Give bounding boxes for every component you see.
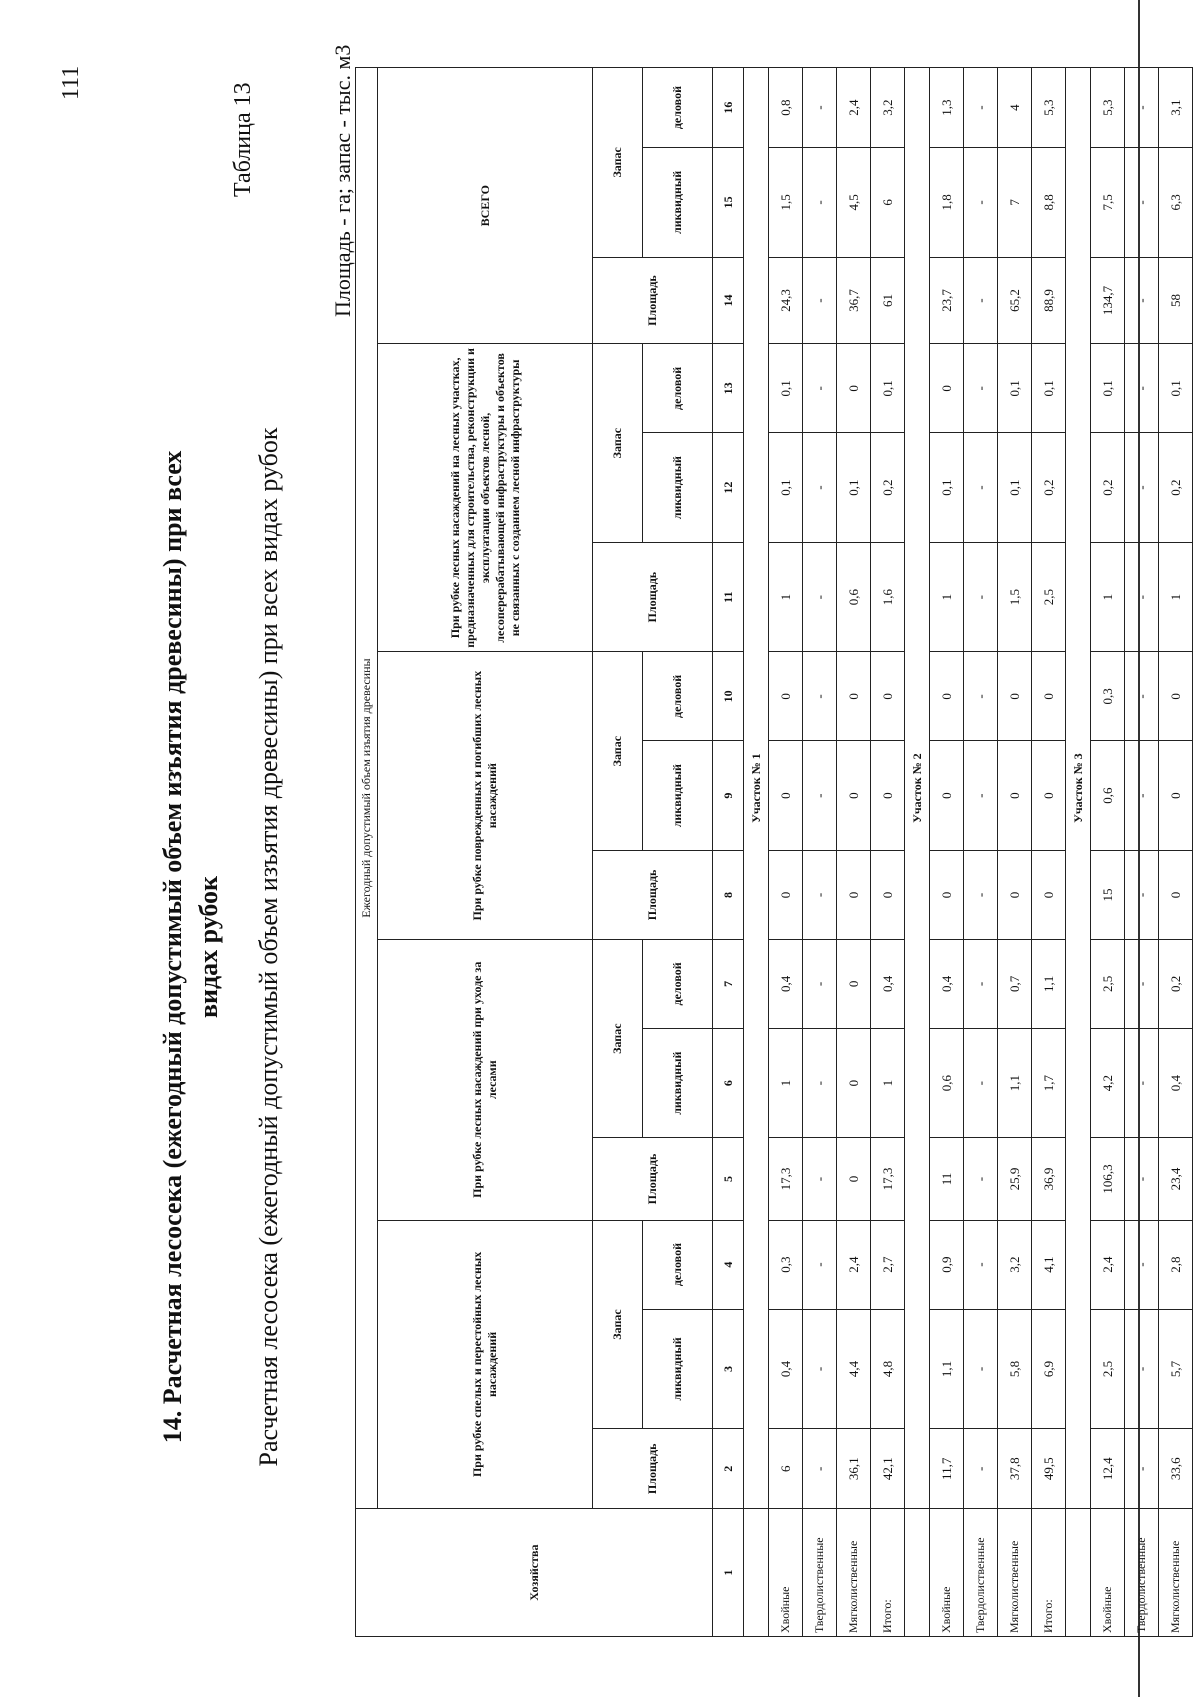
table-cell: 0 [837,1138,871,1220]
section-row [744,68,769,1637]
table-row [1091,68,1125,1637]
table-cell: - [964,148,998,258]
table-cell: 1 [769,542,803,652]
table-cell: 36,7 [837,257,871,344]
header-stock: Запас [593,939,643,1138]
table-cell: 0,3 [769,1220,803,1309]
spacer-cell [744,1509,769,1637]
table-cell: 106,3 [1091,1138,1125,1220]
table-cell: 4,2 [1091,1028,1125,1138]
table-cell: - [964,1028,998,1138]
table-cell: 0,6 [837,542,871,652]
table-cell: 1 [769,1028,803,1138]
table-cell: 0,1 [769,433,803,543]
table-cell: 1,1 [930,1309,964,1429]
table-cell: 4,5 [837,148,871,258]
table-cell: - [803,652,837,741]
table-cell: 1,1 [998,1028,1032,1138]
logging-table [355,67,1193,1637]
row-label: Твердолиственные [803,1509,837,1637]
table-cell: 1,6 [871,542,905,652]
table-cell: 3,1 [1159,68,1193,148]
table-cell: 0,1 [998,433,1032,543]
table-cell: 1,3 [930,68,964,148]
section-title: Участок № 3 [1066,68,1091,1509]
row-label: Итого: [871,1509,905,1637]
table-cell: 1 [871,1028,905,1138]
table-cell: 33,6 [1159,1429,1193,1509]
table-row [998,68,1032,1637]
table-cell: 0 [871,850,905,939]
column-number: 10 [713,652,744,741]
table-cell: 6 [769,1429,803,1509]
column-number: 4 [713,1220,744,1309]
column-number: 15 [713,148,744,258]
table-cell: 0,2 [1159,939,1193,1028]
table-cell: - [803,850,837,939]
table-cell: - [1125,1309,1159,1429]
header-group-3: При рубке поврежденных и погибших лесных насаждений [378,652,593,940]
table-cell: 0,1 [1159,344,1193,433]
table-cell: 0 [837,1028,871,1138]
table-cell: 0,1 [871,344,905,433]
table-cell: 4,8 [871,1309,905,1429]
table-cell: 0 [930,850,964,939]
table-cell: - [1125,344,1159,433]
table-cell: 0 [871,652,905,741]
table-cell: 2,8 [1159,1220,1193,1309]
table-cell: 23,4 [1159,1138,1193,1220]
table-row [1125,68,1159,1637]
column-number: 12 [713,433,744,543]
header-area: Площадь [593,542,713,652]
header-farm: Хозяйства [356,1509,713,1637]
header-area: Площадь [593,1429,713,1509]
table-cell: - [803,148,837,258]
table-cell: 1,5 [769,148,803,258]
column-number: 5 [713,1138,744,1220]
table-cell: 1,1 [1032,939,1066,1028]
table-cell: - [803,1429,837,1509]
table-row [871,68,905,1637]
table-row [837,68,871,1637]
table-cell: 1,7 [1032,1028,1066,1138]
table-cell: 0,3 [1091,652,1125,741]
table-cell: 0,4 [930,939,964,1028]
table-cell: - [964,850,998,939]
table-cell: - [1125,652,1159,741]
table-cell: 0 [1159,741,1193,851]
column-number: 7 [713,939,744,1028]
table-row [769,68,803,1637]
table-cell: 0,2 [1159,433,1193,543]
column-number: 9 [713,741,744,851]
header-stock: Запас [593,344,643,543]
row-label: Хвойные [769,1509,803,1637]
section-title: Участок № 2 [905,68,930,1509]
table-cell: 0,4 [871,939,905,1028]
table-cell: 6 [871,148,905,258]
table-cell: 0 [837,939,871,1028]
table-cell: - [803,741,837,851]
table-label: Таблица 13 [230,82,256,197]
table-cell: - [803,542,837,652]
table-cell: 25,9 [998,1138,1032,1220]
table-cell: - [803,1028,837,1138]
table-cell: 0,9 [930,1220,964,1309]
table-cell: - [964,1138,998,1220]
table-cell: 1,5 [998,542,1032,652]
table-cell: 0 [930,652,964,741]
table-cell: 0 [769,652,803,741]
spacer-cell [1066,1509,1091,1637]
table-cell: 0 [837,344,871,433]
table-cell: 24,3 [769,257,803,344]
header-group-4: При рубке лесных насаждений на лесных участках, предназначенных для строительства, реконструкции и эксплуатации объектов лесной, лесоперерабатывающей инфраструктуры и объектов не связанных с созданием лесной инфраструктуры [378,344,593,652]
table-row [964,68,998,1637]
table-cell: - [803,939,837,1028]
table-cell: 2,7 [871,1220,905,1309]
table-cell: 36,1 [837,1429,871,1509]
header-liquid: ликвидный [643,148,713,258]
table-cell: 5,8 [998,1309,1032,1429]
table-cell: 2,5 [1091,1309,1125,1429]
table-cell: 0 [1159,850,1193,939]
header-business: деловой [643,939,713,1028]
table-cell: 6,9 [1032,1309,1066,1429]
header-annual-volume: Ежегодный допустимый объем изъятия древесины [356,68,378,1509]
table-row [1032,68,1066,1637]
table-cell: - [964,741,998,851]
table-cell: - [1125,1028,1159,1138]
column-number: 11 [713,542,744,652]
table-cell: 0 [837,850,871,939]
table-cell: - [1125,1138,1159,1220]
table-cell: 5,3 [1032,68,1066,148]
table-cell: 0,6 [930,1028,964,1138]
table-cell: - [1125,939,1159,1028]
table-cell: 36,9 [1032,1138,1066,1220]
table-cell: 0,2 [1091,433,1125,543]
table-cell: 0 [837,652,871,741]
table-cell: 58 [1159,257,1193,344]
table-cell: 11,7 [930,1429,964,1509]
row-label: Итого: [1032,1509,1066,1637]
header-area: Площадь [593,850,713,939]
table-cell: 2,4 [1091,1220,1125,1309]
table-cell: - [1125,542,1159,652]
header-stock: Запас [593,1220,643,1429]
table-cell: 37,8 [998,1429,1032,1509]
row-label: Мягколиственные [998,1509,1032,1637]
table-cell: 0,2 [871,433,905,543]
column-number: 6 [713,1028,744,1138]
table-cell: 17,3 [769,1138,803,1220]
row-label: Твердолиственные [964,1509,998,1637]
table-cell: 15 [1091,850,1125,939]
table-cell: 0,1 [1032,344,1066,433]
table-cell: 3,2 [871,68,905,148]
table-row [803,68,837,1637]
header-business: деловой [643,344,713,433]
table-cell: 0,2 [1032,433,1066,543]
header-business: деловой [643,1220,713,1309]
table-row [1159,68,1193,1637]
table-cell: 7 [998,148,1032,258]
table-cell: - [803,433,837,543]
table-cell: 0 [930,741,964,851]
table-cell: 65,2 [998,257,1032,344]
table-cell: 0 [998,741,1032,851]
table-cell: 1 [1091,542,1125,652]
table-cell: - [964,542,998,652]
header-liquid: ликвидный [643,1309,713,1429]
table-cell: - [964,68,998,148]
header-liquid: ликвидный [643,433,713,543]
table-cell: 0,1 [930,433,964,543]
table-cell: - [1125,1429,1159,1509]
table-cell: - [803,68,837,148]
header-stock: Запас [593,68,643,258]
table-cell: 2,5 [1091,939,1125,1028]
table-cell: 0,8 [769,68,803,148]
units-note: Площадь - га; запас - тыс. м3 [330,44,355,317]
table-cell: - [964,939,998,1028]
table-cell: 42,1 [871,1429,905,1509]
header-area: Площадь [593,257,713,344]
table-cell: 23,7 [930,257,964,344]
table-cell: 7,5 [1091,148,1125,258]
row-label: Хвойные [1091,1509,1125,1637]
table-cell: 1,8 [930,148,964,258]
table-cell: 0,1 [837,433,871,543]
table-cell: 0,1 [1091,344,1125,433]
table-cell: 4,4 [837,1309,871,1429]
row-label: Мягколиственные [1159,1509,1193,1637]
section-title: Участок № 1 [744,68,769,1509]
table-cell: 0 [998,652,1032,741]
table-cell: 0 [1159,652,1193,741]
table-cell: - [803,1220,837,1309]
table-cell: - [803,1309,837,1429]
table-cell: 1 [1159,542,1193,652]
table-cell: 88,9 [1032,257,1066,344]
table-cell: - [1125,68,1159,148]
header-group-total: ВСЕГО [378,68,593,344]
section-heading: 14. Расчетная лесосека (ежегодный допустимый объем изъятия древесины) при всех видах рубок [158,450,224,1444]
table-cell: 134,7 [1091,257,1125,344]
table-cell: 2,4 [837,1220,871,1309]
table-cell: 0 [871,741,905,851]
table-cell: 5,3 [1091,68,1125,148]
table-cell: 49,5 [1032,1429,1066,1509]
row-label: Хвойные [930,1509,964,1637]
table-cell: 4,1 [1032,1220,1066,1309]
table-cell: 0 [769,850,803,939]
table-cell: 4 [998,68,1032,148]
column-number: 16 [713,68,744,148]
table-cell: 2,4 [837,68,871,148]
row-label: Мягколиственные [837,1509,871,1637]
header-group-2: При рубке лесных насаждений при уходе за лесами [378,939,593,1220]
row-label: Твердолиственные [1125,1509,1159,1637]
table-cell: - [964,1309,998,1429]
table-cell: 61 [871,257,905,344]
table-cell: 5,7 [1159,1309,1193,1429]
column-number: 13 [713,344,744,433]
table-cell: 0 [1032,652,1066,741]
column-number: 1 [713,1509,744,1637]
table-cell: 8,8 [1032,148,1066,258]
table-cell: 12,4 [1091,1429,1125,1509]
header-business: деловой [643,68,713,148]
table-cell: 1 [930,542,964,652]
table-cell: 0,7 [998,939,1032,1028]
table-cell: 0,4 [769,939,803,1028]
table-cell: - [964,1429,998,1509]
table-cell: - [1125,850,1159,939]
table-cell: - [803,257,837,344]
column-number: 2 [713,1429,744,1509]
table-cell: 0 [769,741,803,851]
header-group-1: При рубке спелых и перестойных лесных насаждений [378,1220,593,1509]
spacer-cell [905,1509,930,1637]
table-cell: - [1125,1220,1159,1309]
table-subtitle: Расчетная лесосека (ежегодный допустимый объем изъятия древесины) при всех видах рубок [254,427,283,1467]
header-business: деловой [643,652,713,741]
table-cell: 2,5 [1032,542,1066,652]
table-cell: 0 [1032,850,1066,939]
table-row [930,68,964,1637]
section-row [1066,68,1091,1637]
table-cell: 0 [1032,741,1066,851]
column-number: 8 [713,850,744,939]
column-number: 14 [713,257,744,344]
table-cell: 17,3 [871,1138,905,1220]
column-number: 3 [713,1309,744,1429]
table-cell: - [964,652,998,741]
table-cell: - [964,1220,998,1309]
table-cell: - [1125,148,1159,258]
table-cell: 0 [998,850,1032,939]
table-cell: - [1125,741,1159,851]
table-cell: - [1125,257,1159,344]
table-cell: 3,2 [998,1220,1032,1309]
table-cell: 0,4 [769,1309,803,1429]
header-liquid: ликвидный [643,741,713,851]
table-cell: 6,3 [1159,148,1193,258]
section-row [905,68,930,1637]
table-cell: 0,1 [998,344,1032,433]
table-cell: - [964,344,998,433]
table-cell: 0,4 [1159,1028,1193,1138]
table-cell: 0 [930,344,964,433]
page-number: 111 [58,65,84,100]
table-cell: 0,1 [769,344,803,433]
table-cell: - [964,433,998,543]
header-area: Площадь [593,1138,713,1220]
table-cell: 0 [837,741,871,851]
header-stock: Запас [593,652,643,851]
table-cell: - [803,344,837,433]
table-cell: 0,6 [1091,741,1125,851]
table-cell: - [803,1138,837,1220]
header-liquid: ликвидный [643,1028,713,1138]
table-cell: - [1125,433,1159,543]
table-cell: - [964,257,998,344]
table-cell: 11 [930,1138,964,1220]
